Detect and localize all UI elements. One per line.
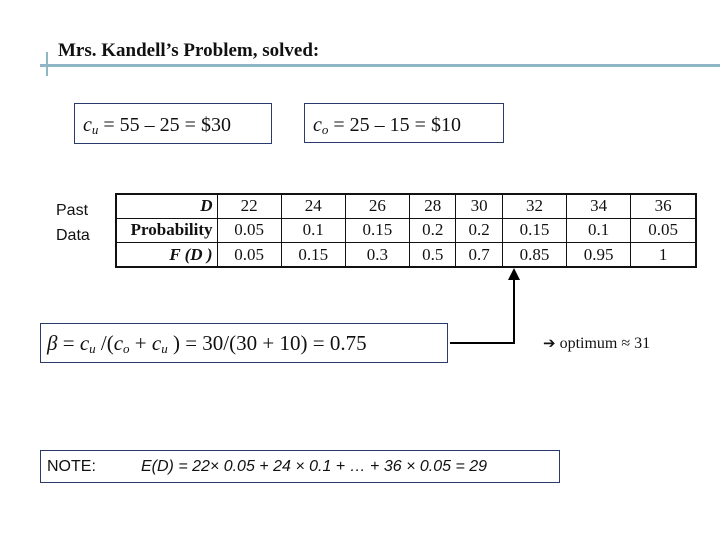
cu-subscript: u bbox=[91, 122, 99, 137]
cumulative-cell: 0.7 bbox=[456, 243, 502, 267]
co-expression: = 25 – 15 = $10 bbox=[328, 114, 461, 136]
beta-co-sub: o bbox=[123, 341, 130, 356]
demand-cell: 28 bbox=[410, 194, 456, 218]
beta-symbol: β bbox=[47, 331, 58, 355]
past-data-label: Past Data bbox=[56, 202, 90, 244]
probability-cell: 0.1 bbox=[281, 218, 345, 242]
title-rule bbox=[40, 64, 720, 67]
probability-cell: 0.05 bbox=[217, 218, 281, 242]
beta-cu2-sub: u bbox=[161, 341, 168, 356]
beta-slash: /( bbox=[95, 331, 114, 355]
cumulative-cell: 0.3 bbox=[345, 243, 409, 267]
row-header-demand: D bbox=[116, 194, 217, 218]
cu-symbol: c bbox=[83, 114, 92, 136]
beta-cu-sub: u bbox=[89, 341, 96, 356]
connector-arrowhead bbox=[508, 268, 520, 280]
probability-cell: 0.2 bbox=[456, 218, 502, 242]
right-arrow-icon: ➔ bbox=[543, 334, 556, 352]
row-header-probability: Probability bbox=[116, 218, 217, 242]
demand-cell: 26 bbox=[345, 194, 409, 218]
cumulative-row bbox=[116, 243, 696, 267]
probability-cell: 0.2 bbox=[410, 218, 456, 242]
title-rule-tick bbox=[46, 52, 48, 76]
beta-co: c bbox=[113, 331, 124, 355]
beta-cu: c bbox=[79, 331, 90, 355]
demand-cell: 32 bbox=[502, 194, 566, 218]
cumulative-cell: 1 bbox=[631, 243, 696, 267]
cumulative-cell: 0.15 bbox=[281, 243, 345, 267]
demand-cell: 22 bbox=[217, 194, 281, 218]
co-subscript: o bbox=[321, 122, 329, 137]
demand-row bbox=[116, 194, 696, 218]
co-symbol: c bbox=[313, 114, 322, 136]
note-label: NOTE: bbox=[47, 458, 96, 475]
probability-cell: 0.05 bbox=[631, 218, 696, 242]
overage-cost-box bbox=[304, 103, 504, 143]
cumulative-cell: 0.85 bbox=[502, 243, 566, 267]
demand-cell: 24 bbox=[281, 194, 345, 218]
beta-result: ) = 30/(30 + 10) = 0.75 bbox=[167, 331, 367, 355]
cumulative-cell: 0.95 bbox=[567, 243, 631, 267]
demand-cell: 30 bbox=[456, 194, 502, 218]
slide-title: Mrs. Kandell’s Problem, solved: bbox=[58, 40, 320, 61]
beta-plus: + bbox=[129, 331, 152, 355]
cumulative-cell: 0.5 bbox=[410, 243, 456, 267]
probability-cell: 0.15 bbox=[345, 218, 409, 242]
expected-demand-equation: E(D) = 22× 0.05 + 24 × 0.1 + … + 36 × 0.05 = 29 bbox=[141, 458, 488, 475]
row-header-cumulative: F (D ) bbox=[116, 243, 217, 267]
beta-cu2: c bbox=[151, 331, 162, 355]
cumulative-cell: 0.05 bbox=[217, 243, 281, 267]
critical-ratio-box bbox=[40, 323, 448, 363]
optimum-label bbox=[543, 334, 650, 353]
demand-cell: 36 bbox=[631, 194, 696, 218]
demand-cell: 34 bbox=[567, 194, 631, 218]
demand-distribution-table bbox=[115, 193, 697, 268]
note-box bbox=[40, 450, 560, 483]
probability-row bbox=[116, 218, 696, 242]
optimum-text: optimum ≈ 31 bbox=[559, 335, 651, 352]
probability-cell: 0.1 bbox=[567, 218, 631, 242]
underage-cost-box bbox=[74, 103, 272, 144]
beta-equals: = bbox=[57, 331, 80, 355]
probability-cell: 0.15 bbox=[502, 218, 566, 242]
cu-expression: = 55 – 25 = $30 bbox=[98, 114, 231, 136]
connector-line bbox=[450, 274, 514, 343]
